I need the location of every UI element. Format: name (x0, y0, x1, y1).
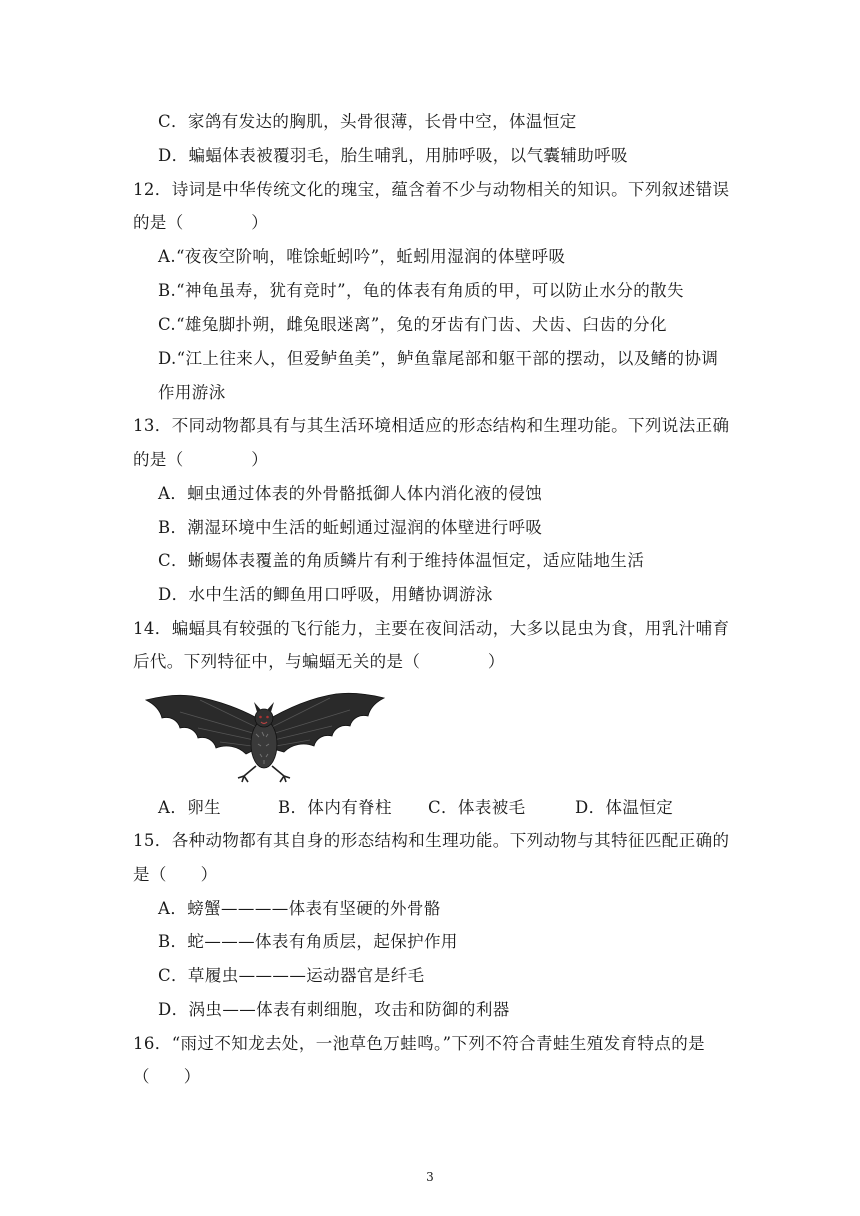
q13-option-a: A．蛔虫通过体表的外骨骼抵御人体内消化液的侵蚀 (158, 484, 543, 503)
question-16-stem-cont: （ ） (133, 1067, 201, 1086)
q15-option-b: B．蛇———体表有角质层，起保护作用 (158, 932, 458, 951)
q11-option-d: D．蝙蝠体表被覆羽毛，胎生哺乳，用肺呼吸，以气囊辅助呼吸 (158, 146, 628, 165)
question-16-stem: 16．“雨过不知龙去处，一池草色万蛙鸣。”下列不符合青蛙生殖发育特点的是 (133, 1034, 706, 1053)
q11-option-c: C．家鸽有发达的胸肌，头骨很薄，长骨中空，体温恒定 (158, 112, 577, 131)
q12-option-d: D.“江上往来人，但爱鲈鱼美”，鲈鱼靠尾部和躯干部的摆动，以及鳍的协调 (158, 349, 719, 368)
question-13-stem-cont: 的是（ ） (133, 450, 269, 469)
q13-option-c: C．蜥蜴体表覆盖的角质鳞片有利于维持体温恒定，适应陆地生活 (158, 551, 645, 570)
q12-option-a: A.“夜夜空阶响，唯馀蚯蚓吟”，蚯蚓用湿润的体壁呼吸 (158, 247, 566, 266)
question-15-stem-cont: 是（ ） (133, 865, 218, 884)
q15-option-d: D．涡虫——体表有刺细胞，攻击和防御的利器 (158, 1000, 510, 1019)
q12-option-c: C.“雄兔脚扑朔，雌兔眼迷离”，兔的牙齿有门齿、犬齿、臼齿的分化 (158, 315, 667, 334)
q14-option-b: B．体内有脊柱 (278, 798, 392, 817)
q12-option-b: B.“神龟虽寿，犹有竞时”，龟的体表有角质的甲，可以防止水分的散失 (158, 281, 684, 300)
q14-choices (158, 797, 673, 819)
bat-illustration-icon (140, 688, 388, 784)
q14-option-c: C．体表被毛 (428, 798, 526, 817)
q13-option-b: B．潮湿环境中生活的蚯蚓通过湿润的体壁进行呼吸 (158, 518, 543, 537)
page-number: 3 (426, 1170, 434, 1184)
question-14-stem: 14．蝙蝠具有较强的飞行能力，主要在夜间活动，大多以昆虫为食，用乳汁哺育 (133, 619, 730, 638)
q15-option-a: A．螃蟹————体表有坚硬的外骨骼 (158, 899, 441, 918)
question-15-stem: 15．各种动物都有其自身的形态结构和生理功能。下列动物与其特征匹配正确的 (133, 831, 730, 850)
q13-option-d: D．水中生活的鲫鱼用口呼吸，用鳍协调游泳 (158, 585, 493, 604)
q12-option-d-cont: 作用游泳 (158, 383, 226, 402)
q15-option-c: C．草履虫————运动器官是纤毛 (158, 966, 425, 985)
question-12-stem: 12．诗词是中华传统文化的瑰宝，蕴含着不少与动物相关的知识。下列叙述错误 (133, 180, 730, 199)
question-13-stem: 13．不同动物都具有与其生活环境相适应的形态结构和生理功能。下列说法正确 (133, 416, 730, 435)
question-12-stem-cont: 的是（ ） (133, 213, 269, 232)
q14-option-d: D．体温恒定 (575, 798, 674, 817)
question-14-stem-cont: 后代。下列特征中，与蝙蝠无关的是（ ） (133, 652, 505, 671)
q14-option-a: A．卵生 (158, 798, 222, 817)
